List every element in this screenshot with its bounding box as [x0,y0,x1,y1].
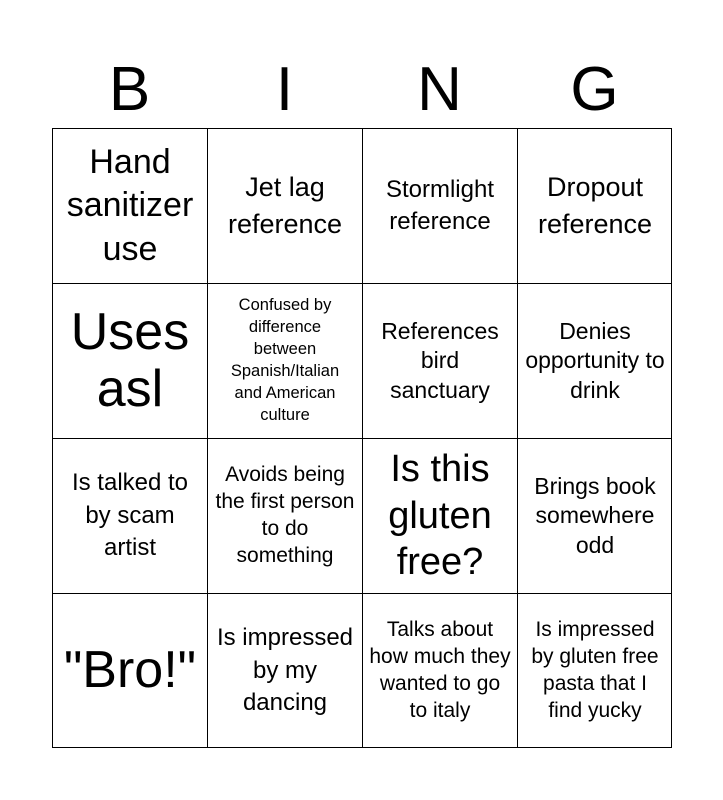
cell-text: Confused by difference between Spanish/Italian and American culture [230,296,340,424]
cell-text: Is talked to by scam artist [71,469,189,562]
bingo-cell[interactable] [207,283,362,438]
cell-text: Avoids being the first person to do something [215,463,355,567]
bingo-cell[interactable] [362,128,517,283]
cell-text: Brings book somewhere odd [534,472,656,558]
header-letter-g: G [570,55,619,124]
bingo-cell[interactable] [517,128,672,283]
bingo-cell[interactable] [207,438,362,593]
bingo-header [52,52,672,128]
cell-text: Talks about how much they wanted to go to italy [369,618,511,722]
bingo-cell[interactable] [362,283,517,438]
cell-text: Denies opportunity to drink [525,317,665,403]
cell-text: Uses asl [70,302,190,418]
bingo-board [52,128,672,748]
bingo-cell[interactable] [362,593,517,748]
cell-text: "Bro!" [63,641,197,700]
cell-text: Dropout reference [537,171,653,239]
bingo-cell[interactable] [52,593,207,748]
cell-text: Jet lag reference [227,171,343,239]
bingo-cell[interactable] [517,593,672,748]
header-letter-b: B [108,55,151,124]
cell-text: Is this gluten free? [388,448,492,584]
header-letter-i: I [275,55,294,124]
cell-text: Is impressed by gluten free pasta that I find yucky [531,618,659,722]
bingo-cell[interactable] [207,593,362,748]
bingo-cell[interactable] [52,128,207,283]
bingo-cell[interactable] [517,283,672,438]
cell-text: References bird sanctuary [381,317,499,403]
bingo-cell[interactable] [52,438,207,593]
cell-text: Stormlight reference [385,175,495,235]
cell-text: Hand sanitizer use [66,142,194,268]
bingo-cell[interactable] [52,283,207,438]
bingo-cell[interactable] [207,128,362,283]
header-letter-n: N [417,55,462,124]
bingo-cell[interactable] [362,438,517,593]
cell-text: Is impressed by my dancing [216,624,354,717]
bingo-cell[interactable] [517,438,672,593]
